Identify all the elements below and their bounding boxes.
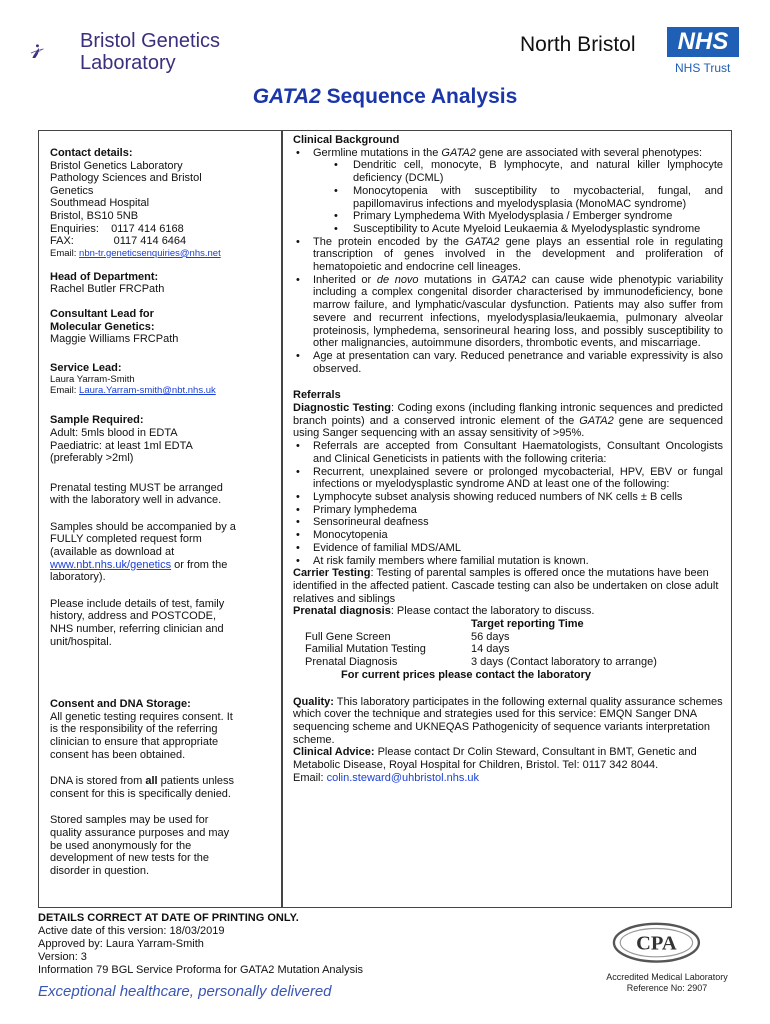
contact-line: Bristol, BS10 5NB xyxy=(50,209,139,222)
stored-line: development of new tests for the xyxy=(50,852,209,865)
consent-line: All genetic testing requires consent. It xyxy=(50,710,233,723)
phenotype-list xyxy=(313,159,723,235)
sample-line: Paediatric: at least 1ml EDTA xyxy=(50,439,193,452)
list-item: • Age at presentation can vary. Reduced penetrance and variable expressivity is also observed. xyxy=(293,350,723,375)
advice-text: Please contact Dr Colin Steward, Consultant in BMT, Genetic and Metabolic Disease, Royal Hospital for Children, Bristol. Tel: 0117 342 8044. xyxy=(293,746,697,772)
stored-line: be used anonymously for the xyxy=(50,839,192,852)
contact-line: Enquiries: 0117 414 6168 xyxy=(50,222,184,235)
contact-email-line xyxy=(50,248,271,259)
contact-line: FAX: 0117 414 6464 xyxy=(50,235,187,248)
inherited-mid: mutations in xyxy=(418,273,492,286)
page-header xyxy=(0,0,770,85)
details-note: Please include details of test, family xyxy=(50,597,225,610)
service-lead-heading: Service Lead: xyxy=(50,361,122,374)
consent-heading: Consent and DNA Storage: xyxy=(50,698,191,711)
dna-note: consent for this is specifically denied. xyxy=(50,787,231,800)
table-row xyxy=(293,618,723,631)
bgl-line-2: Laboratory xyxy=(80,52,176,74)
stored-line: Stored samples may be used for xyxy=(50,814,209,827)
footer-line: Approved by: Laura Yarram-Smith xyxy=(38,938,204,950)
sample-line: Adult: 5mls blood in EDTA xyxy=(50,426,178,439)
prenatal-diagnosis xyxy=(293,605,723,618)
list-item: • Referrals are accepted from Consultant Haematologists, Consultant Oncologists and Clinical Geneticists in patients with the following criteria: xyxy=(293,440,723,465)
list-item xyxy=(293,236,723,274)
email-label: Email: xyxy=(50,247,80,259)
quality-section xyxy=(293,696,723,747)
nhs-trust-label: NHS Trust xyxy=(675,61,731,75)
footer xyxy=(38,912,598,977)
details-note: history, address and POSTCODE, xyxy=(50,610,217,623)
test-name: Prenatal Diagnosis xyxy=(305,656,398,669)
prenatal-text: : Please contact the laboratory to discuss. xyxy=(390,605,595,618)
protein-post: gene plays an essential role in regulating transcription of genes involved in the development and proliferation of hematopoietic and endocrine cell lineages. xyxy=(313,235,724,274)
germline-pre: Germline mutations in the xyxy=(313,146,442,159)
stored-line: disorder in question. xyxy=(50,864,150,877)
table-row xyxy=(293,631,723,644)
quality-label: Quality: xyxy=(293,695,334,708)
gene-name: GATA2 xyxy=(491,273,527,286)
clinical-heading: Clinical Background xyxy=(293,134,400,146)
contact-line: Bristol Genetics Laboratory xyxy=(50,159,183,172)
diagnostic-post: gene are sequenced using Sanger sequencing with an assay sensitivity of >95%. xyxy=(293,414,723,440)
consent-line: consent has been obtained. xyxy=(50,748,186,761)
details-note: unit/hospital. xyxy=(50,635,112,648)
carrier-testing xyxy=(293,567,723,605)
list-item: • Susceptibility to Acute Myeloid Leukaemia & Myelodysplastic syndrome xyxy=(331,223,723,236)
service-lead-name: Laura Yarram-Smith xyxy=(50,374,135,386)
consultant-name: Maggie Williams FRCPath xyxy=(50,333,179,346)
contact-line: Southmead Hospital xyxy=(50,197,150,210)
gene-name: GATA2 xyxy=(579,414,614,427)
test-name: Familial Mutation Testing xyxy=(305,643,426,656)
north-bristol-name: North Bristol xyxy=(520,33,636,56)
sample-line: (preferably >2ml) xyxy=(50,452,134,465)
samples-note-tail: or from the xyxy=(171,558,228,571)
clinical-advice xyxy=(293,746,723,771)
list-item: • Monocytopenia with susceptibility to mycobacterial, fungal, and papillomavirus infections and myelodysplasia (MonoMAC syndrome) xyxy=(331,185,723,210)
consultant-heading-1: Consultant Lead for xyxy=(50,307,154,320)
hod-name: Rachel Butler FRCPath xyxy=(50,283,165,296)
reporting-time-table xyxy=(293,618,723,669)
bgl-line-1: Bristol Genetics xyxy=(80,30,221,52)
cpa-logo-text: CPA xyxy=(636,932,677,955)
carrier-text: : Testing of parental samples is offered once the mutations have been identified in the affected patient. Cascade testing can also be undertaken on close adult relatives and siblings xyxy=(293,567,719,605)
gene-name: GATA2 xyxy=(465,235,500,248)
service-email-link[interactable]: Laura.Yarram-smith@nbt.nhs.uk xyxy=(79,385,216,397)
sample-heading: Sample Required: xyxy=(50,414,144,427)
footer-line: Active date of this version: 18/03/2019 xyxy=(38,925,225,937)
samples-note: FULLY completed request form xyxy=(50,533,202,546)
de-novo: de novo xyxy=(376,273,419,286)
footer-line: Version: 3 xyxy=(38,951,87,963)
list-item: • At risk family members where familial mutation is known. xyxy=(293,555,723,568)
title-gene: GATA2 xyxy=(252,85,321,108)
samples-note: laboratory). xyxy=(50,571,106,584)
contact-line: Genetics xyxy=(50,184,94,197)
page-title xyxy=(0,84,770,110)
cpa-logo-icon xyxy=(610,918,728,972)
dna-note xyxy=(50,775,271,788)
prenatal-note: with the laboratory well in advance. xyxy=(50,494,222,507)
service-email-label: Email: xyxy=(50,385,80,397)
prices-note: For current prices please contact the laboratory xyxy=(341,668,592,681)
genetics-website-link[interactable]: www.nbt.nhs.uk/genetics xyxy=(50,558,172,571)
quality-text: This laboratory participates in the following external quality assurance schemes which cover the technique and strategies used for this service: EMQN Sanger DNA sequencing scheme and UKNEQAS Pathogenicity of sequence variants interpretation scheme. xyxy=(293,695,723,746)
left-column xyxy=(38,130,282,908)
referrals-heading: Referrals xyxy=(293,389,341,402)
dna-note-a: DNA is stored from xyxy=(50,775,146,788)
table-row xyxy=(293,643,723,656)
contact-email-link[interactable]: nbn-tr.geneticsenquiries@nhs.net xyxy=(79,247,221,259)
list-item: • Monocytopenia xyxy=(293,529,723,542)
advice-label: Clinical Advice: xyxy=(293,746,375,759)
list-item: • Lymphocyte subset analysis showing reduced numbers of NK cells ± B cells xyxy=(293,491,723,504)
title-rest: Sequence Analysis xyxy=(320,85,518,108)
clinical-list xyxy=(293,147,723,376)
samples-note: (available as download at xyxy=(50,546,175,559)
samples-note xyxy=(50,559,271,572)
list-item xyxy=(293,274,723,350)
footer-line: Information 79 BGL Service Proforma for GATA2 Mutation Analysis xyxy=(38,964,364,976)
test-name: Full Gene Screen xyxy=(305,630,391,643)
advice-email-label: Email: xyxy=(293,771,327,784)
hod-heading: Head of Department: xyxy=(50,270,159,283)
cpa-line-1: Accredited Medical Laboratory xyxy=(606,972,728,982)
samples-note: Samples should be accompanied by a xyxy=(50,520,236,533)
dna-note-b: patients unless xyxy=(157,775,235,788)
carrier-label: Carrier Testing xyxy=(293,567,371,580)
consent-line: clinician to ensure that appropriate xyxy=(50,736,219,748)
contact-heading: Contact details: xyxy=(50,147,133,159)
advice-email[interactable]: colin.steward@uhbristol.nhs.uk xyxy=(326,771,480,784)
list-item: • Primary lymphedema xyxy=(293,504,723,517)
inherited-pre: Inherited or xyxy=(313,273,377,286)
prenatal-label: Prenatal diagnosis xyxy=(293,605,391,618)
inherited-post: can cause wide phenotypic variability including a complex congenital disorder characterised by immunodeficiency, bone marrow failure, and lymphatic/vascular dysfunction. Patients may also suffer from severe and recurrent infections, myelodysplasia/leukaemia, pulmonary alveolar proteinosis, lymphedema, sensorineural hearing loss, and possibly susceptibility to other malignancies, autoimmune disorders, thrombotic events, and miscarriage. xyxy=(313,273,724,350)
list-item: • Recurrent, unexplained severe or prolonged mycobacterial, HPV, EBV or fungal infections or myelodysplastic syndrome AND at least one of the following: xyxy=(293,466,723,491)
details-correct: DETAILS CORRECT AT DATE OF PRINTING ONLY. xyxy=(38,912,299,924)
diagnostic-label: Diagnostic Testing xyxy=(293,402,391,415)
consultant-heading-2: Molecular Genetics: xyxy=(50,320,155,333)
germline-post: gene are associated with several phenotypes: xyxy=(475,146,703,159)
stored-line: quality assurance purposes and may xyxy=(50,826,230,839)
test-time: 56 days xyxy=(471,630,510,643)
protein-pre: The protein encoded by the xyxy=(313,235,466,248)
referral-criteria-list xyxy=(293,440,723,567)
test-time: 14 days xyxy=(471,643,510,656)
contact-line: Pathology Sciences and Bristol xyxy=(50,172,202,185)
list-item: • Primary Lymphedema With Myelodysplasia / Emberger syndrome xyxy=(331,210,723,223)
list-item xyxy=(293,147,723,236)
table-row xyxy=(293,656,723,669)
dna-note-all: all xyxy=(145,775,158,788)
bristol-genetics-name xyxy=(80,30,220,74)
diagnostic-pre: : Coding exons (including flanking intronic sequences and predicted branch points) and a conserved intronic element of the xyxy=(293,402,723,427)
list-item: • Dendritic cell, monocyte, B lymphocyte, and natural killer lymphocyte deficiency (DCML) xyxy=(331,159,723,184)
prenatal-note: Prenatal testing MUST be arranged xyxy=(50,481,223,494)
diagnostic-testing xyxy=(293,402,723,440)
service-email-line xyxy=(50,385,271,396)
right-column xyxy=(282,130,732,908)
tagline: Exceptional healthcare, personally delivered xyxy=(38,983,332,1000)
nhs-logo: NHS xyxy=(667,27,739,57)
reporting-time-heading: Target reporting Time xyxy=(471,618,584,631)
consent-line: is the responsibility of the referring xyxy=(50,723,218,736)
cpa-line-2: Reference No: 2907 xyxy=(626,982,708,993)
advice-email-line xyxy=(293,772,723,785)
test-time: 3 days (Contact laboratory to arrange) xyxy=(471,656,657,669)
cpa-accreditation xyxy=(597,972,737,993)
gene-name: GATA2 xyxy=(441,146,476,159)
list-item: • Sensorineural deafness xyxy=(293,516,723,529)
list-item: • Evidence of familial MDS/AML xyxy=(293,542,723,555)
details-note: NHS number, referring clinician and xyxy=(50,623,224,636)
